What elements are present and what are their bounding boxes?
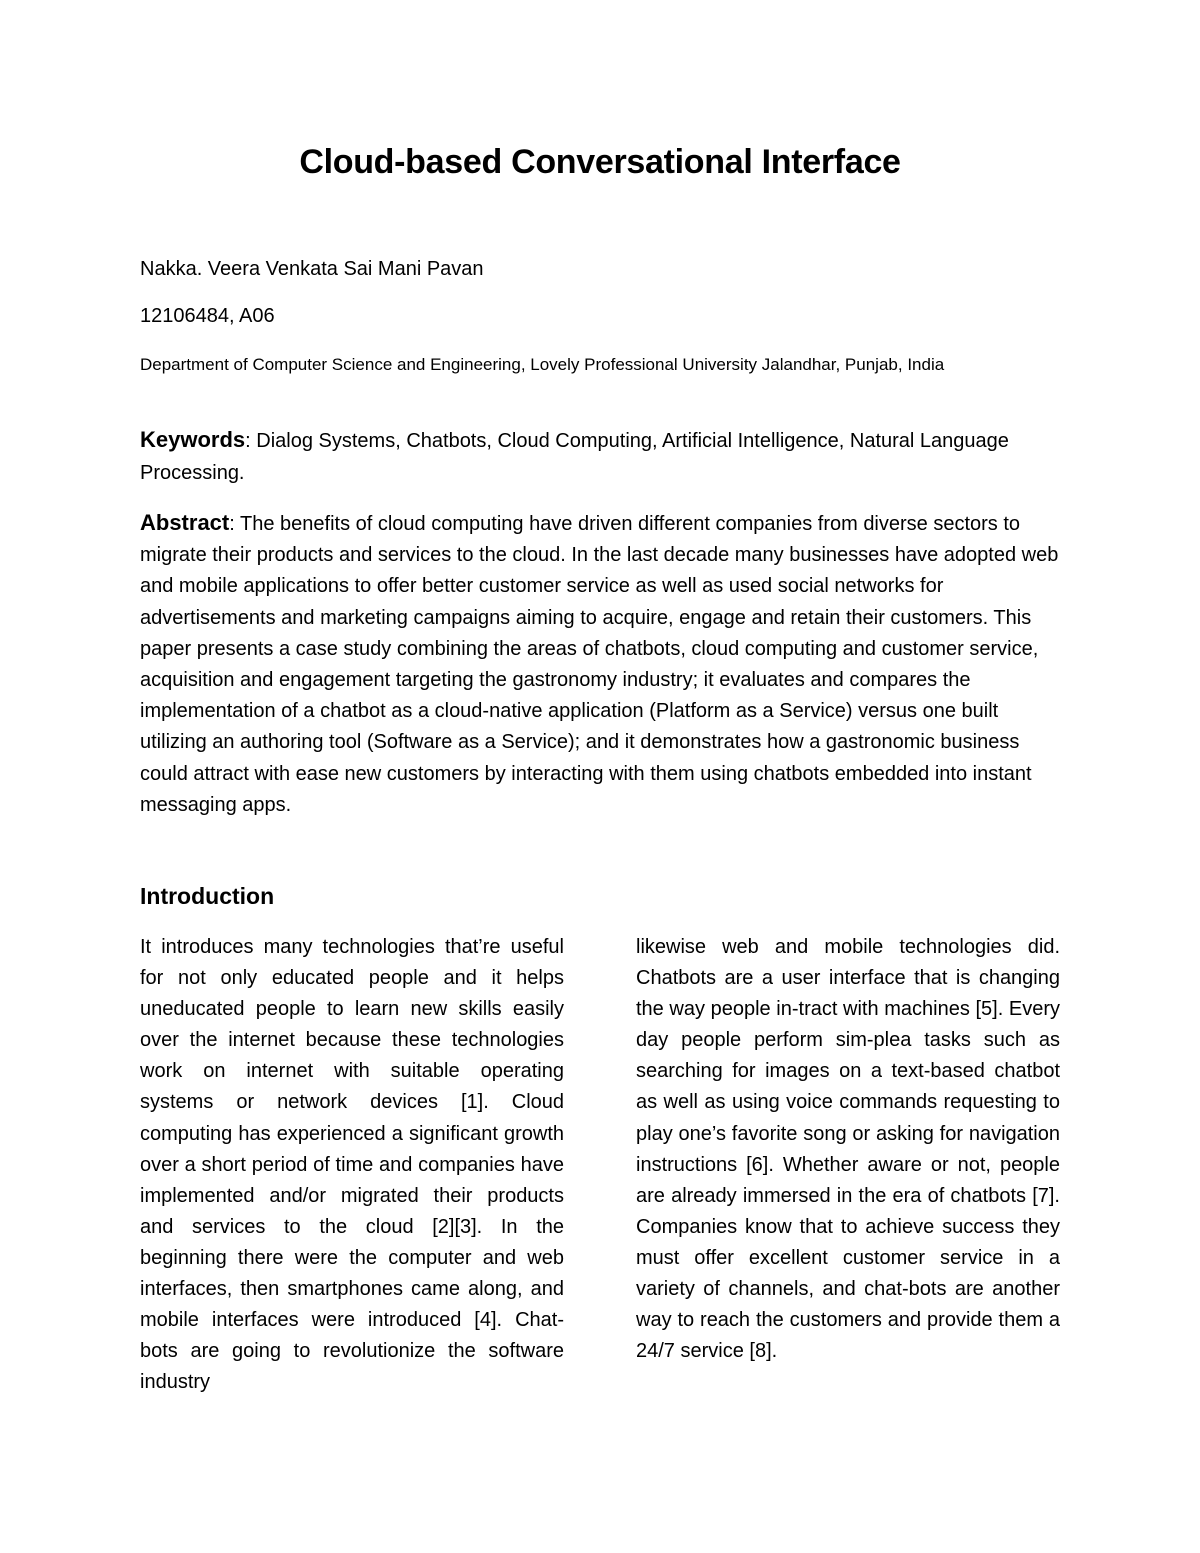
introduction-heading: Introduction: [140, 883, 275, 909]
keywords-text: : Dialog Systems, Chatbots, Cloud Computing, Artificial Intelligence, Natural Language Processing.: [140, 430, 1009, 484]
abstract-text: : The benefits of cloud computing have driven different companies from diverse sectors to migrate their products and services to the cloud. In the last decade many businesses have adopted web and mobile applications to offer better customer service as well as used social networks for advertisements and marketing campaigns aiming to acquire, engage and retain their customers. This paper presents a case study combining the areas of chatbots, cloud computing and customer service, acquisition and engagement targeting the gastronomy industry; it evaluates and compares the implementation of a chatbot as a cloud-native application (Platform as a Service) versus one built utilizing an authoring tool (Software as a Service); and it demonstrates how a gastronomic business could attract with ease new customers by interacting with them using chatbots embedded into instant messaging apps.: [140, 513, 1059, 816]
author-name: Nakka. Veera Venkata Sai Mani Pavan: [140, 258, 484, 280]
keywords-label: Keywords: [140, 427, 246, 452]
paper-title: Cloud-based Conversational Interface: [299, 143, 901, 181]
keywords-paragraph: [140, 424, 1060, 489]
introduction-column-right: likewise web and mobile technologies did. Chatbots are a user interface that is changing the way people in-tract with machines [5]. Every day people perform sim-plea tasks such as searching for images on a text-based chatbot as well as using voice commands requesting to play one’s favorite song or asking for navigation instructions [6]. Whether aware or not, people are already immersed in the era of chatbots [7]. Companies know that to achieve success they must offer excellent customer service in a variety of channels, and chat-bots are another way to reach the customers and provide them a 24/7 service [8].: [636, 936, 1060, 1363]
author-affiliation: Department of Computer Science and Engineering, Lovely Professional University Jalandhar, Punjab, India: [140, 355, 945, 374]
introduction-column-left: It introduces many technologies that’re useful for not only educated people and it helps uneducated people to learn new skills easily over the internet because these technologies work on internet with suitable operating systems or network devices [1]. Cloud computing has experienced a significant growth over a short period of time and companies have implemented and/or migrated their products and services to the cloud [2][3]. In the beginning there were the computer and web interfaces, then smartphones came along, and mobile interfaces were introduced [4]. Chat-bots are going to revolutionize the software industry: [140, 936, 564, 1394]
abstract-label: Abstract: [140, 510, 230, 535]
registration-number: 12106484, A06: [140, 305, 275, 327]
abstract-paragraph: [140, 507, 1060, 821]
